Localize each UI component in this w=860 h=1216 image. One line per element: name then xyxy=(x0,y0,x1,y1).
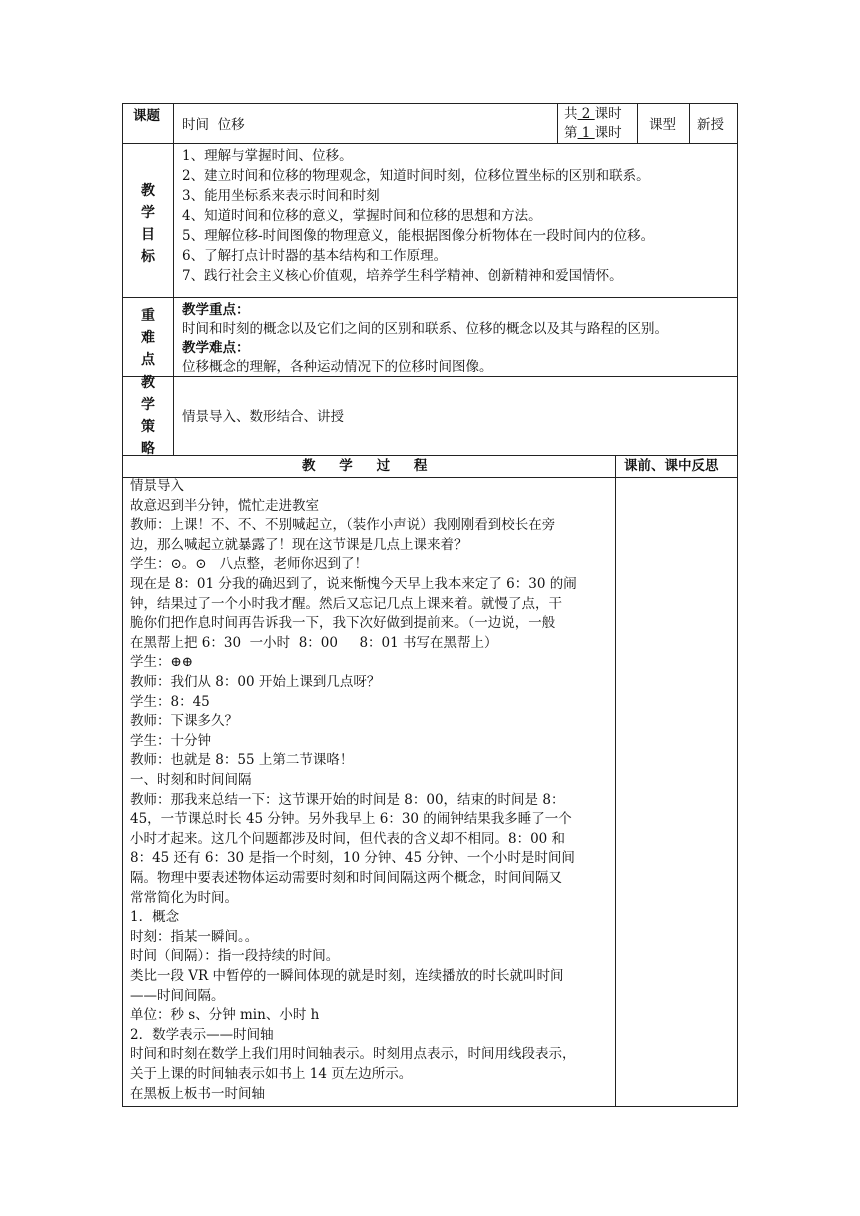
process-line: 情景导入 xyxy=(130,478,184,494)
process-line: 教师：那我来总结一下：这节课开始的时间是 8：00，结束的时间是 8： xyxy=(130,791,565,808)
process-line: 在黑板上板书一时间轴 xyxy=(130,1085,265,1102)
rule-after-difficulty xyxy=(122,376,738,377)
rule-after-goals xyxy=(122,297,738,298)
process-line: 45，一节课总时长 45 分钟。另外我早上 6：30 的闹钟结果我多睡了一个 xyxy=(130,811,572,828)
process-line: 故意迟到半分钟，慌忙走进教室 xyxy=(130,497,319,514)
process-line: 钟，结果过了一个小时我才醒。然后又忘记几点上课来着。就慢了点，干 xyxy=(130,595,562,612)
rule-after-header xyxy=(122,143,738,144)
total-prefix: 共 xyxy=(564,106,578,122)
goals-label-char: 标 xyxy=(141,249,155,265)
rule-top xyxy=(122,103,738,104)
hard-point-title: 教学难点： xyxy=(182,340,250,356)
type-value: 新授 xyxy=(697,117,724,133)
process-line: 脆你们把作息时间再告诉我一下，我下次好做到提前来。（一边说，一般 xyxy=(130,615,556,632)
process-line: ——时间间隔。 xyxy=(130,987,225,1004)
rule-after-strategy xyxy=(122,455,738,456)
goals-label-char: 目 xyxy=(141,227,155,243)
total-hours xyxy=(564,105,622,123)
difficulty-label-char: 难 xyxy=(141,330,155,346)
process-line: 边，那么喊起立就暴露了！现在这节课是几点上课来着？ xyxy=(130,536,468,553)
key-point-text: 时间和时刻的概念以及它们之间的区别和联系、位移的概念以及其与路程的区别。 xyxy=(182,321,668,337)
process-line: 类比一段 VR 中暂停的一瞬间体现的就是时刻，连续播放的时长就叫时间 xyxy=(130,968,564,984)
process-line: 学生：⊕⊕ xyxy=(130,654,194,671)
process-line: 时间和时刻在数学上我们用时间轴表示。时刻用点表示，时间用线段表示， xyxy=(130,1046,576,1063)
goal-item: 2、建立时间和位移的物理观念，知道时间时刻，位移位置坐标的区别和联系。 xyxy=(182,168,650,184)
process-line: 时刻：指某一瞬间。。 xyxy=(130,928,259,945)
difficulty-label-char: 重 xyxy=(141,308,155,324)
total-suffix: 课时 xyxy=(594,106,622,122)
rule-label-col xyxy=(173,103,174,455)
strategy-label-char: 教 xyxy=(141,375,155,391)
process-line: 常常简化为时间。 xyxy=(130,889,238,906)
rule-process-divider xyxy=(615,455,616,1106)
strategy-label-char: 学 xyxy=(141,397,155,413)
process-line: 学生：⊙。⊙ 八点整，老师你迟到了！ xyxy=(130,556,368,573)
rule-right xyxy=(737,103,738,1106)
process-line: 小时才起来。这几个问题都涉及时间，但代表的含义却不相同。8：00 和 xyxy=(130,830,566,847)
rule-hours-right xyxy=(637,103,638,143)
strategy-label xyxy=(138,372,158,460)
goal-item: 5、理解位移-时间图像的物理意义，能根据图像分析物体在一段时间内的位移。 xyxy=(182,228,655,244)
goal-item: 6、了解打点计时器的基本结构和工作原理。 xyxy=(182,248,448,264)
process-header: 教 学 过 程 xyxy=(302,458,429,474)
goal-item: 7、践行社会主义核心价值观，培养学生科学精神、创新精神和爱国情怀。 xyxy=(182,268,623,284)
process-line: 教师：下课多久？ xyxy=(130,713,238,730)
topic-label: 课题 xyxy=(133,108,160,124)
process-line: 1．概念 xyxy=(130,909,180,926)
current-hour xyxy=(564,124,622,142)
goals-label-char: 学 xyxy=(141,205,155,221)
goals-label xyxy=(138,180,158,268)
process-line: 单位：秒 s、分钟 min、小时 h xyxy=(130,1007,320,1024)
rule-hours-left xyxy=(557,103,558,143)
rule-bottom xyxy=(122,1106,738,1107)
cur-num: 1 xyxy=(577,125,595,141)
process-line: 关于上课的时间轴表示如书上 14 页左边所示。 xyxy=(130,1066,413,1082)
strategy-text: 情景导入、数形结合、讲授 xyxy=(182,409,344,425)
cur-prefix: 第 xyxy=(564,125,578,141)
process-line: 教师：上课！不、不、不别喊起立，（装作小声说）我刚刚看到校长在旁 xyxy=(130,517,556,534)
process-line: 一、时刻和时间间隔 xyxy=(130,772,252,788)
cur-suffix: 课时 xyxy=(594,125,622,141)
process-line: 8：45 还有 6：30 是指一个时刻，10 分钟、45 分钟、一个小时是时间间 xyxy=(130,850,575,867)
process-line: 学生：十分钟 xyxy=(130,732,211,749)
rule-left xyxy=(122,103,123,1106)
process-line: 时间（间隔）：指一段持续的时间。 xyxy=(130,948,340,965)
type-label: 课型 xyxy=(649,117,676,133)
strategy-label-char: 策 xyxy=(141,419,155,435)
key-point-title: 教学重点： xyxy=(182,302,250,318)
process-line: 隔。物理中要表述物体运动需要时刻和时间间隔这两个概念，时间间隔又 xyxy=(130,870,562,886)
goal-item: 1、理解与掌握时间、位移。 xyxy=(182,148,353,164)
process-line: 现在是 8：01 分我的确迟到了，说来惭愧今天早上我本来定了 6：30 的闹 xyxy=(130,576,577,592)
process-line: 在黑帮上把 6：30 一小时 8：00 8：01 书写在黑帮上） xyxy=(130,634,498,651)
strategy-label-char: 略 xyxy=(141,441,155,457)
goal-item: 4、知道时间和位移的意义，掌握时间和位移的思想和方法。 xyxy=(182,208,542,224)
difficulty-label-char: 点 xyxy=(141,352,155,368)
topic-value: 时间 位移 xyxy=(182,117,245,133)
reflection-header: 课前、课中反思 xyxy=(624,458,719,474)
process-line: 教师：我们从 8：00 开始上课到几点呀？ xyxy=(130,674,381,690)
difficulty-label xyxy=(138,305,158,371)
process-line: 学生：8：45 xyxy=(130,693,210,710)
process-line: 教师：也就是 8：55 上第二节课咯！ xyxy=(130,752,354,769)
rule-after-process-header xyxy=(122,477,738,478)
total-num: 2 xyxy=(577,106,595,122)
goals-label-char: 教 xyxy=(141,183,155,199)
hard-point-text: 位移概念的理解，各种运动情况下的位移时间图像。 xyxy=(182,359,493,375)
rule-type-right xyxy=(689,103,690,143)
process-line: 2．数学表示——时间轴 xyxy=(130,1026,274,1043)
goal-item: 3、能用坐标系来表示时间和时刻 xyxy=(182,188,380,204)
